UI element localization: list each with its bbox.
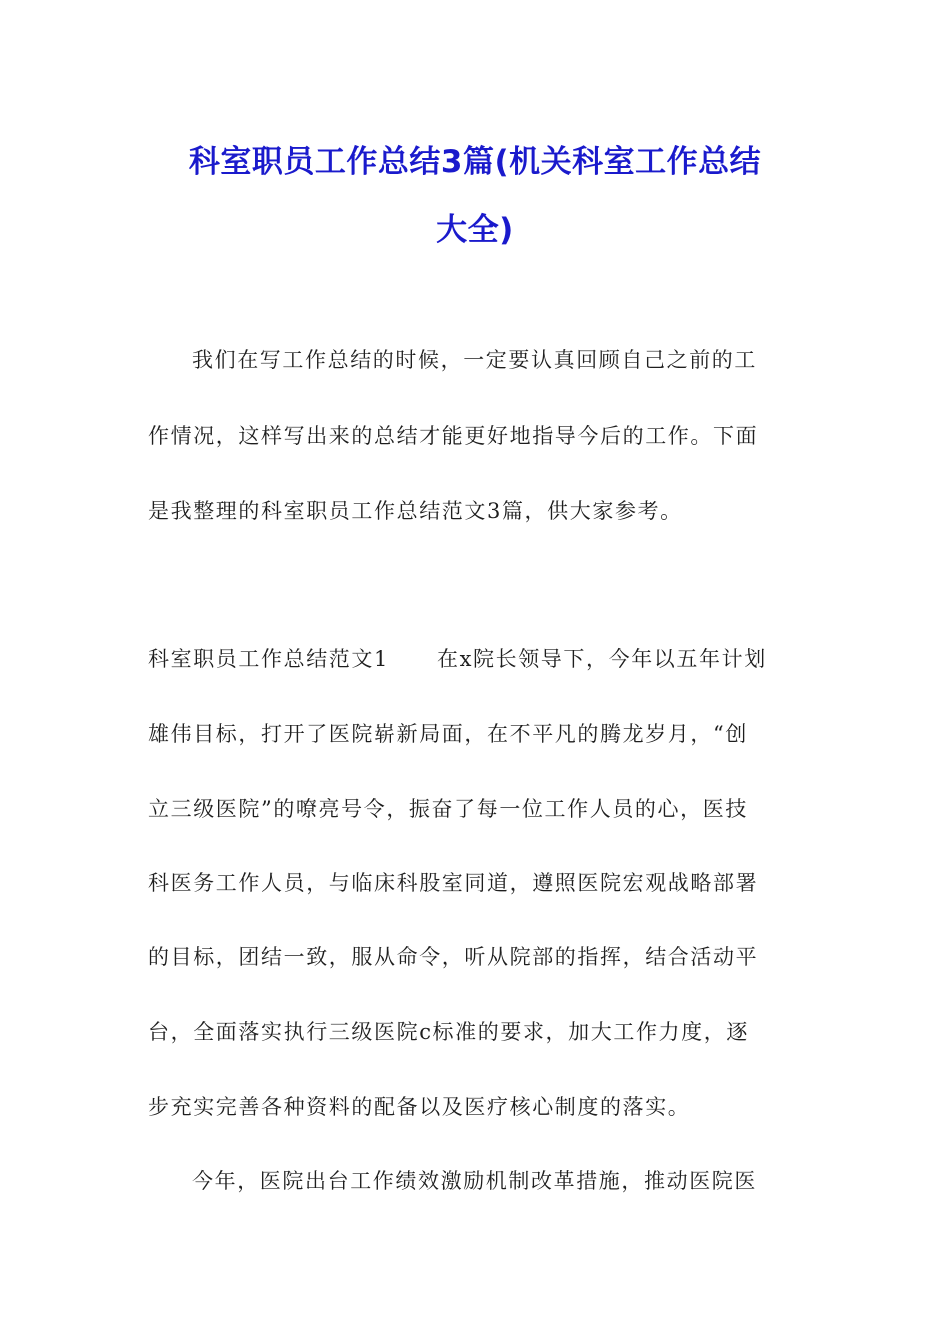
section1-line-3: 立三级医院”的嘹亮号令，振奋了每一位工作人员的心，医技 [148, 797, 748, 821]
section1-line-2: 雄伟目标，打开了医院崭新局面，在不平凡的腾龙岁月，“创 [148, 722, 748, 746]
intro-line-2: 作情况，这样写出来的总结才能更好地指导今后的工作。下面 [148, 424, 759, 448]
section1-line-4: 科医务工作人员，与临床科股室同道，遵照医院宏观战略部署 [148, 871, 759, 895]
section1-line-7: 步充实完善各种资料的配备以及医疗核心制度的落实。 [148, 1095, 691, 1119]
intro-line-1: 我们在写工作总结的时候，一定要认真回顾自己之前的工 [192, 348, 757, 372]
section1-first-line [148, 644, 808, 674]
document-title-line-2: 大全) [436, 212, 514, 248]
section1-line-1: 在x院长领导下，今年以五年计划 [436, 647, 767, 671]
intro-line-3: 是我整理的科室职员工作总结范文3篇，供大家参考。 [148, 499, 683, 523]
section1-line-5: 的目标，团结一致，服从命令，听从院部的指挥，结合活动平 [148, 945, 759, 969]
section2-line-1: 今年，医院出台工作绩效激励机制改革措施，推动医院医 [192, 1169, 757, 1193]
section1-line-6: 台，全面落实执行三级医院c标准的要求，加大工作力度，逐 [148, 1020, 749, 1044]
section1-heading: 科室职员工作总结范文1 [148, 647, 389, 671]
document-title-line-1: 科室职员工作总结3篇(机关科室工作总结 [188, 144, 762, 180]
